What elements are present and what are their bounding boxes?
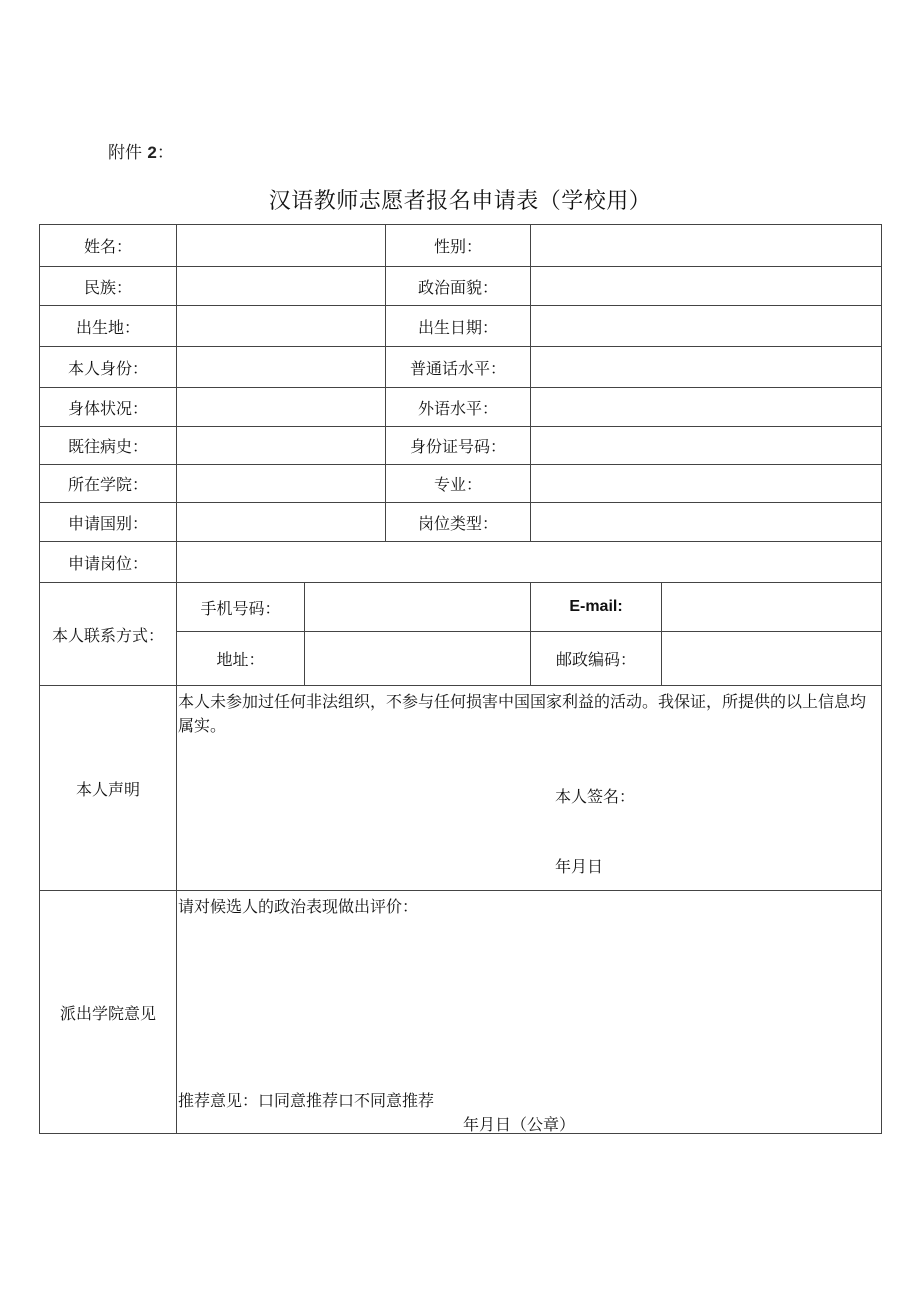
mobile-field[interactable]: [305, 583, 531, 632]
email-field[interactable]: [662, 583, 882, 632]
address-label: 地址：: [177, 632, 305, 686]
health-field[interactable]: [177, 388, 386, 427]
medical-history-label: 既往病史：: [40, 427, 177, 465]
country-field[interactable]: [177, 503, 386, 542]
political-status-field[interactable]: [531, 267, 882, 306]
id-number-field[interactable]: [531, 427, 882, 465]
ethnicity-field[interactable]: [177, 267, 386, 306]
identity-label: 本人身份：: [40, 347, 177, 388]
evaluation-question: 请对候选人的政治表现做出评价：: [178, 897, 419, 916]
medical-history-field[interactable]: [177, 427, 386, 465]
declaration-label: 本人声明: [40, 686, 177, 891]
political-status-label: 政治面貌：: [386, 267, 531, 306]
postal-code-label: 邮政编码：: [531, 632, 662, 686]
evaluation-label: 派出学院意见: [40, 891, 177, 1134]
recommendation-options[interactable]: 推荐意见：口同意推荐口不同意推荐: [178, 1091, 435, 1110]
contact-label: 本人联系方式：: [40, 583, 177, 686]
birthplace-label: 出生地：: [40, 306, 177, 347]
position-label: 申请岗位：: [40, 542, 177, 583]
signature-label: 本人签名：: [555, 787, 636, 806]
evaluation-date-seal: 年月日（公章）: [463, 1115, 576, 1134]
position-type-field[interactable]: [531, 503, 882, 542]
foreign-language-field[interactable]: [531, 388, 882, 427]
form-title: 汉语教师志愿者报名申请表（学校用）: [268, 189, 652, 214]
position-type-label: 岗位类型：: [386, 503, 531, 542]
birthplace-field[interactable]: [177, 306, 386, 347]
id-number-label: 身份证号码：: [386, 427, 531, 465]
application-form: [39, 224, 882, 1134]
college-label: 所在学院：: [40, 465, 177, 503]
declaration-date: 年月日: [555, 857, 604, 876]
postal-code-field[interactable]: [662, 632, 882, 686]
birth-date-field[interactable]: [531, 306, 882, 347]
identity-field[interactable]: [177, 347, 386, 388]
country-label: 申请国别：: [40, 503, 177, 542]
health-label: 身体状况：: [40, 388, 177, 427]
gender-field[interactable]: [531, 225, 882, 267]
major-field[interactable]: [531, 465, 882, 503]
position-field[interactable]: [177, 542, 882, 583]
college-field[interactable]: [177, 465, 386, 503]
name-label: 姓名：: [40, 225, 177, 267]
mandarin-level-field[interactable]: [531, 347, 882, 388]
attachment-label: 附件 2：: [108, 143, 174, 163]
declaration-box: [177, 686, 882, 891]
ethnicity-label: 民族：: [40, 267, 177, 306]
declaration-text: 本人未参加过任何非法组织，不参与任何损害中国国家利益的活动。我保证，所提供的以上信息均属实。: [178, 692, 867, 735]
foreign-language-label: 外语水平：: [386, 388, 531, 427]
major-label: 专业：: [386, 465, 531, 503]
address-field[interactable]: [305, 632, 531, 686]
name-field[interactable]: [177, 225, 386, 267]
mandarin-level-label: 普通话水平：: [386, 347, 531, 388]
gender-label: 性别：: [386, 225, 531, 267]
email-label: E-mail:: [531, 583, 662, 632]
mobile-label: 手机号码：: [177, 583, 305, 632]
evaluation-box: [177, 891, 882, 1134]
birth-date-label: 出生日期：: [386, 306, 531, 347]
